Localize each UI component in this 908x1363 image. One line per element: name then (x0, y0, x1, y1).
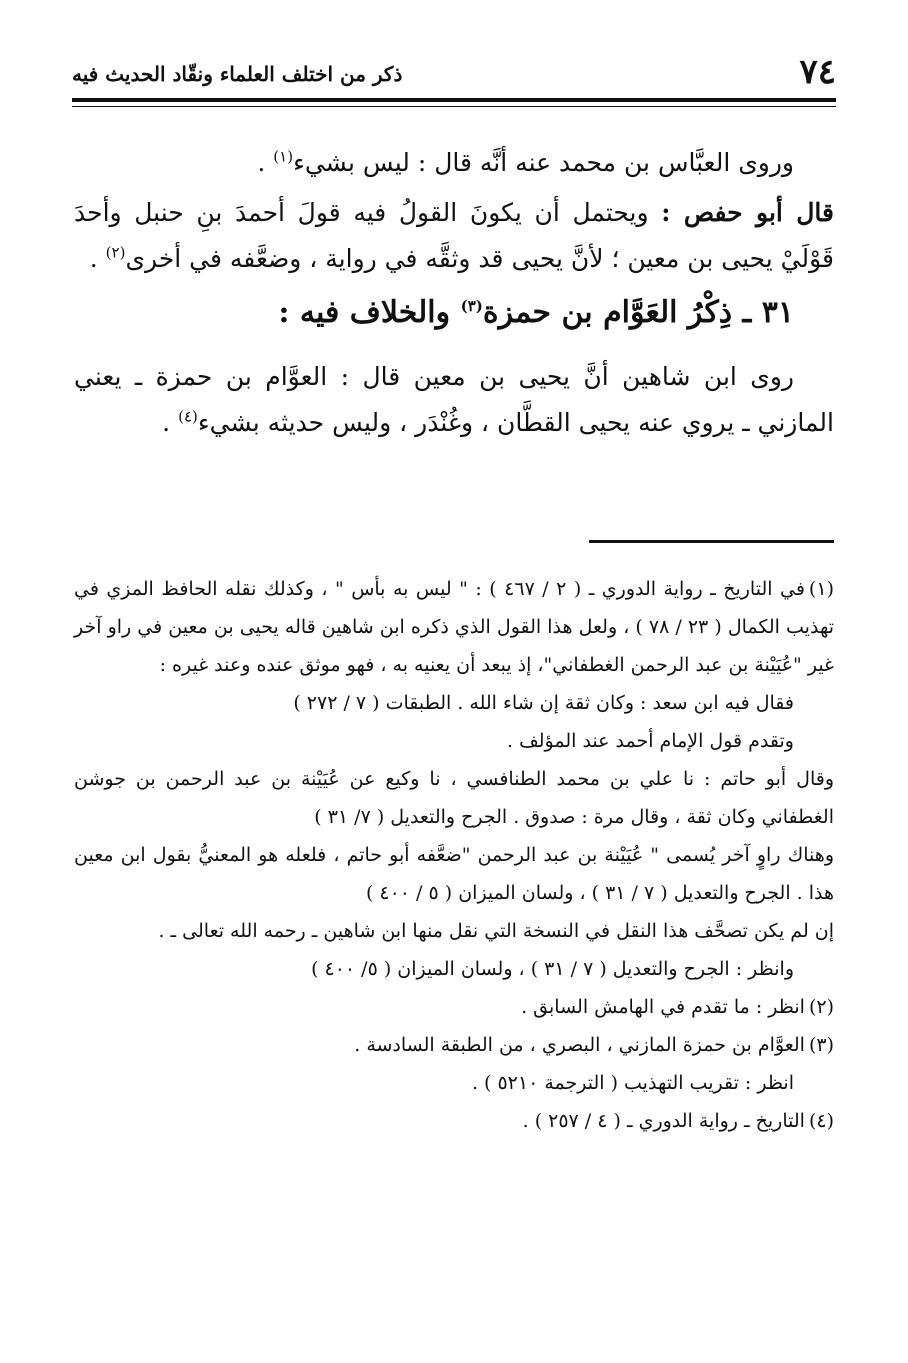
footnote-ref-4[interactable]: (٤) (178, 407, 198, 426)
footnote-1-number: (١) (808, 578, 834, 600)
footnote-2-number: (٢) (808, 996, 834, 1018)
footnote-1-line-1: في التاريخ ـ رواية الدوري ـ ( ٢ / ٤٦٧ ) : " ليس به بأس " ، وكذلك نقله الحافظ المزي في تهذيب الكمال ( ٢٣ / ٧٨ ) ، ولعل هذا القول الذي ذكره ابن شاهين قاله يحيى بن معين في راو آخر غير "عُيَيْنة بن عبد الرحمن الغطفاني"، إذ يبعد أن يعنيه به ، فهو موثق عنده وعند غيره : (74, 578, 834, 676)
paragraph-2-label: قال أبو حفص : (661, 198, 834, 227)
footnote-1-line-7: وانظر : الجرح والتعديل ( ٧ / ٣١ ) ، ولسان الميزان ( ٥/ ٤٠٠ ) (311, 958, 794, 980)
page-header (72, 50, 836, 94)
section-heading-text: ٣١ ـ ذِكْرُ العَوَّام بن حمزة (482, 295, 794, 330)
footnote-1 (74, 570, 834, 684)
footnote-1-line-3: وتقدم قول الإمام أحمد عند المؤلف . (507, 730, 794, 752)
footnotes (74, 570, 834, 1140)
footnote-3-number: (٣) (808, 1034, 834, 1056)
footnote-ref-2[interactable]: (٢) (105, 243, 126, 262)
section-heading (74, 288, 834, 338)
paragraph-1-end: . (257, 148, 274, 177)
paragraph-1-text: وروى العبَّاس بن محمد عنه أنَّه قال : ليس بشيء (293, 148, 794, 177)
footnote-1-line-4: وقال أبو حاتم : نا علي بن محمد الطنافسي ، نا وكيع عن عُيَيْنة بن عبد الرحمن بن جوشن الغطفاني وكان ثقة ، وقال مرة : صدوق . الجرح والتعديل ( ٧/ ٣١ ) (74, 768, 834, 828)
footnote-ref-3[interactable]: (٣) (460, 297, 483, 315)
footnote-ref-1[interactable]: (١) (273, 147, 294, 166)
footnote-2 (74, 988, 834, 1026)
paragraph-3-text: روى ابن شاهين أنَّ يحيى بن معين قال : العوَّام بن حمزة ـ يعني المازني ـ يروي عنه يحيى القطَّان ، وغُنْدَر ، وليس حديثه بشيء (74, 362, 834, 437)
paragraph-2-end: . (89, 244, 106, 273)
paragraph-2 (74, 190, 834, 282)
running-title: ذكر من اختلف العلماء ونقّاد الحديث فيه (72, 62, 403, 86)
main-text (74, 140, 834, 450)
section-heading-end: والخلاف فيه : (278, 295, 461, 330)
paragraph-3-end: . (162, 408, 179, 437)
footnote-1-line-6: إن لم يكن تصحَّف هذا النقل في النسخة التي نقل منها ابن شاهين ـ رحمه الله تعالى ـ . (158, 920, 834, 942)
footnote-3-text: العوَّام بن حمزة المازني ، البصري ، من الطبقة السادسة . (354, 1034, 805, 1056)
footnote-2-text: انظر : ما تقدم في الهامش السابق . (521, 996, 805, 1018)
footnote-4-number: (٤) (808, 1110, 834, 1132)
page-number: ٧٤ (799, 52, 836, 92)
footnote-3-continuation: انظر : تقريب التهذيب ( الترجمة ٥٢١٠ ) . (471, 1072, 794, 1094)
header-rule-thick (72, 98, 836, 102)
paragraph-3 (74, 354, 834, 446)
footnote-3 (74, 1026, 834, 1064)
paragraph-2-text: ويحتمل أن يكونَ القولُ فيه قولَ أحمدَ بنِ حنبل وأحدَ قَوْلَيْ يحيى بن معين ؛ لأنَّ يحيى قد وثقَّه في رواية ، وضعَّفه في أخرى (74, 198, 834, 273)
footnote-4 (74, 1102, 834, 1140)
footnote-1-line-2: فقال فيه ابن سعد : وكان ثقة إن شاء الله . الطبقات ( ٧ / ٢٧٢ ) (293, 692, 794, 714)
paragraph-1 (74, 140, 834, 186)
footnote-1-line-5: وهناك راوٍ آخر يُسمى " عُيَيْنة بن عبد الرحمن "ضعَّفه أبو حاتم ، فلعله هو المعنيُّ بقول ابن معين هذا . الجرح والتعديل ( ٧ / ٣١ ) ، ولسان الميزان ( ٥ / ٤٠٠ ) (74, 844, 834, 904)
footnote-separator (589, 540, 834, 543)
header-rule-thin (72, 106, 836, 107)
footnote-4-text: التاريخ ـ رواية الدوري ـ ( ٤ / ٢٥٧ ) . (522, 1110, 805, 1132)
